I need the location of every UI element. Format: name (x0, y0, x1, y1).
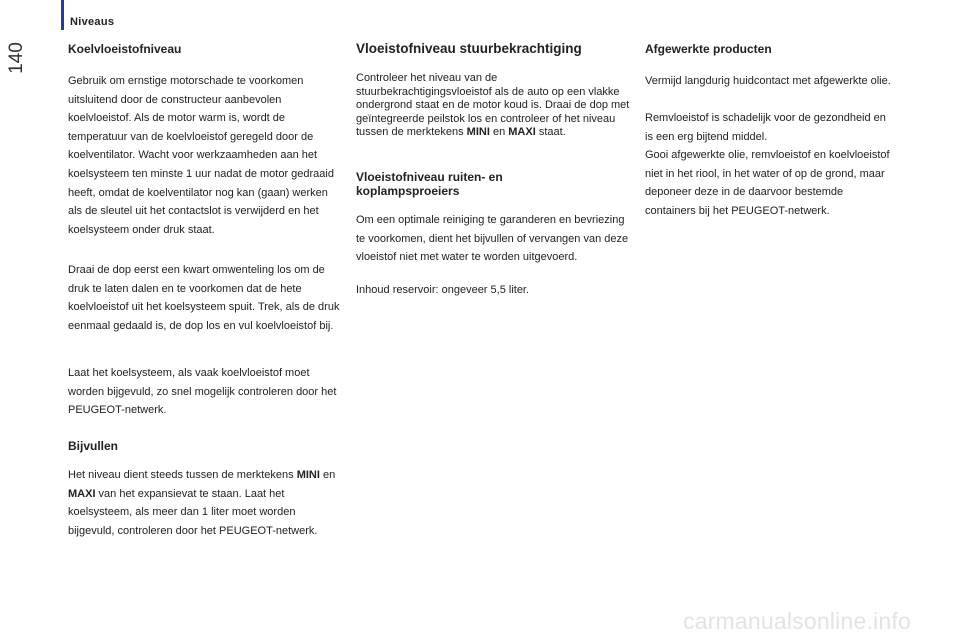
page-number (6, 42, 28, 74)
paragraph-power-steering (356, 72, 632, 140)
paragraph-text: Inhoud reservoir: ongeveer 5,5 liter. (356, 284, 530, 296)
watermark: carmanualsonline.info (683, 608, 911, 634)
paragraph-text: Om een optimale reiniging te garanderen en bevriezing te voorkomen, dient het bijvullen of vervangen van deze vloeistof niet met water te worden uitgevoerd. (356, 214, 629, 264)
text-run: staat. (535, 126, 566, 139)
marker-mini: MINI (296, 469, 320, 481)
paragraph-top-up (68, 466, 344, 540)
text-run: van het expansievat te staan. Laat het koelsysteem, als meer dan 1 liter moet worden bijgevuld, controleren door het PEUGEOT-netwerk. (68, 487, 318, 537)
marker-maxi: MAXI (68, 487, 96, 500)
text-run: en (319, 469, 336, 481)
marker-maxi: MAXI (508, 126, 536, 139)
paragraph-disposal (645, 146, 895, 220)
paragraph-brake-fluid (645, 109, 895, 146)
paragraph-text: Gooi afgewerkte olie, remvloeistof en koelvloeistof niet in het riool, in het water of op de grond, maar deponeer deze in de daarvoor bestemde containers bij het PEUGEOT-netwerk. (645, 149, 890, 217)
text-run: Het niveau dient steeds tussen de merktekens (68, 469, 297, 481)
paragraph-text: Draai de dop eerst een kwart omwenteling los om de druk te laten dalen en te voorkomen dat de hete koelvloeistof uit het koelsysteem spuit. Trek, als de druk eenmaal gedaald is, de dop los en vul koelvloeistof bij. (68, 264, 340, 332)
paragraph-cap-instructions (68, 261, 344, 335)
paragraph-reservoir-capacity (356, 281, 632, 300)
paragraph-text: Laat het koelsysteem, als vaak koelvloeistof moet worden bijgevuld, zo snel mogelijk controleren door het PEUGEOT-netwerk. (68, 367, 337, 417)
heading-washer-fluid: Vloeistofniveau ruiten- en koplampsproeiers (356, 170, 503, 198)
heading-power-steering: Vloeistofniveau stuurbekrachtiging (356, 41, 582, 56)
paragraph-text: Gebruik om ernstige motorschade te voorkomen uitsluitend door de constructeur aanbevolen koelvloeistof. Als de motor warm is, wordt de temperatuur van de koelvloeistof geregeld door de koelventilator. Wacht voor werkzaamheden aan het koelsysteem ten minste 1 uur nadat de motor gedraaid heeft, omdat de koelventilator nog kan (gaan) werken als de sleutel uit het contactslot is verwijderd en het koelsysteem onder druk staat. (68, 75, 334, 236)
section-accent-bar (61, 0, 64, 30)
paragraph-text: Remvloeistof is schadelijk voor de gezondheid en is een erg bijtend middel. (645, 112, 886, 143)
paragraph-coolant-warning (68, 72, 344, 239)
marker-mini: MINI (466, 126, 490, 139)
heading-coolant-level: Koelvloeistofniveau (68, 42, 182, 56)
paragraph-skin-contact (645, 72, 895, 91)
paragraph-text (68, 466, 344, 540)
text-run: Controleer het niveau van de stuurbekrachtigingsvloeistof als de auto op een vlakke ondergrond staat en de motor koud is. Draai de dop met geïntegreerde peilstok los en controleer of het niveau tussen de merktekens (356, 72, 630, 139)
heading-top-up: Bijvullen (68, 439, 119, 453)
section-title: Niveaus (70, 16, 115, 28)
paragraph-network-check (68, 364, 344, 420)
paragraph-text: Vermijd langdurig huidcontact met afgewerkte olie. (645, 75, 891, 87)
paragraph-text (356, 72, 632, 140)
paragraph-washer-fluid (356, 211, 632, 267)
page-number-text: 140 (6, 42, 27, 74)
text-run: en (489, 126, 509, 139)
heading-waste-products: Afgewerkte producten (645, 42, 772, 56)
